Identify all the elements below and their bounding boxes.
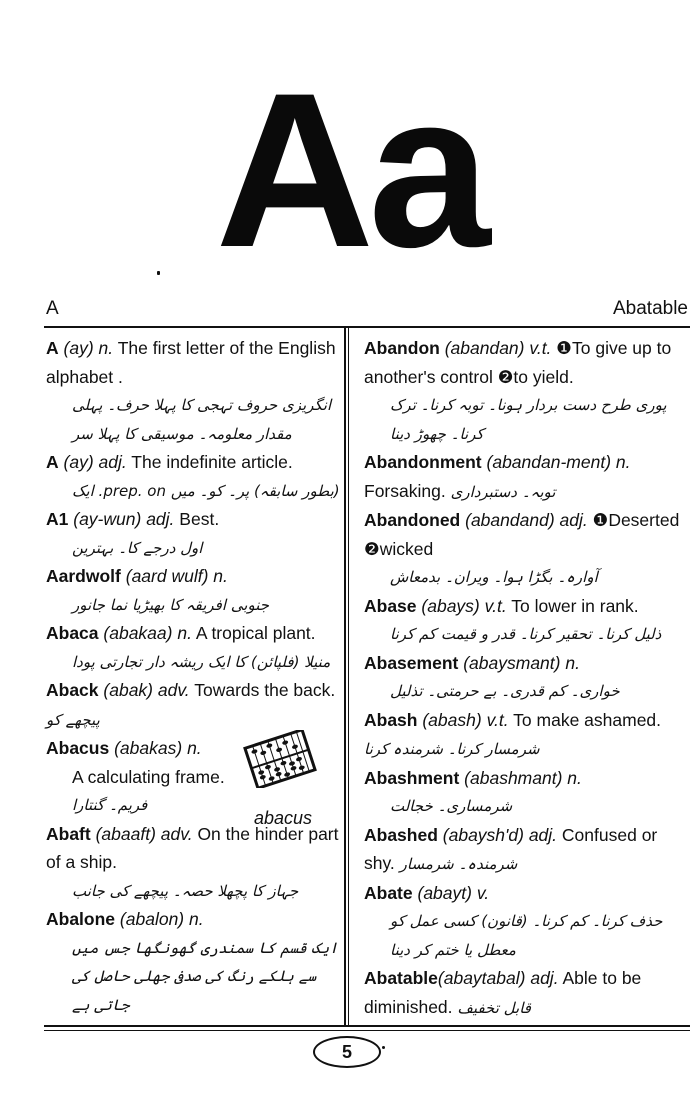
pronunciation: (abalon): [119, 909, 185, 929]
dictionary-entry: [364, 448, 690, 506]
part-of-speech: v.t.: [486, 709, 509, 730]
urdu-meaning: خواری۔ کم قدری۔ بے حرمتی۔ تذلیل: [390, 682, 620, 700]
part-of-speech: v.t.: [484, 595, 507, 616]
headword: Abandon: [364, 338, 440, 358]
urdu-meaning: پیچھے کو: [46, 710, 100, 729]
part-of-speech: adj.: [98, 452, 127, 472]
dictionary-entry: [46, 334, 340, 448]
part-of-speech: n.: [98, 338, 114, 358]
headword: Aback: [46, 680, 99, 700]
definition: To lower in rank.: [511, 595, 639, 616]
section-letters: Aa: [215, 47, 485, 293]
urdu-meaning: اول درجے کا۔ بہترین: [72, 538, 203, 557]
urdu-meaning: منیلا (فلپائن) کا ایک ریشہ دار تجارتی پودا: [72, 652, 331, 671]
part-of-speech: adv.: [160, 823, 193, 844]
definition: A calculating frame.: [72, 766, 225, 787]
pronunciation: (abashmant): [464, 767, 563, 788]
dictionary-entry: [46, 905, 340, 1019]
urdu-meaning: (بطور سابقہ) پر۔ کو۔ میں prep. on. ایک: [72, 481, 340, 500]
column-divider: [348, 328, 349, 1025]
definition: The first letter of the English alphabet .: [46, 338, 336, 387]
headword: Abacus: [46, 738, 110, 758]
part-of-speech: n.: [615, 452, 631, 472]
headword: Aardwolf: [46, 566, 121, 586]
urdu-meaning: حذف کرنا۔ کم کرنا۔ (قانون) کسی عمل کو معطل یا ختم کر دینا: [390, 912, 663, 959]
definition: A tropical plant.: [195, 623, 316, 643]
footer-rule: [44, 1030, 690, 1031]
guide-word-left: A: [46, 298, 59, 319]
pronunciation: (abandand): [465, 510, 555, 530]
page-number: 5: [313, 1036, 381, 1068]
dictionary-entry: [46, 505, 340, 562]
guide-word-right: Abatable: [612, 298, 688, 319]
pronunciation: (abays): [421, 595, 480, 616]
pronunciation: (abayt): [417, 882, 472, 903]
left-column: [46, 334, 340, 1019]
urdu-meaning: انگریزی حروف تہجی کا پہلا حرف۔ پہلی مقدار معلومہ۔ موسیقی کا پہلا سر: [72, 396, 332, 443]
right-column: [364, 334, 690, 1022]
dictionary-entry: [364, 592, 690, 649]
dictionary-entry: [46, 734, 340, 828]
dictionary-entry: [46, 562, 340, 619]
urdu-meaning: فریم۔ گنتارا: [72, 796, 148, 814]
headword: Abase: [364, 595, 417, 616]
dictionary-entry: [364, 506, 690, 592]
pronunciation: (ay-wun): [73, 509, 142, 529]
dictionary-entry: [46, 448, 340, 505]
part-of-speech: adj.: [146, 509, 175, 529]
dictionary-entry: [364, 334, 690, 448]
header-rule: [44, 326, 690, 328]
headword: Abandonment: [364, 452, 482, 472]
headword: Abaca: [46, 623, 99, 643]
headword: A: [46, 338, 59, 358]
part-of-speech: v.: [476, 882, 490, 903]
print-speck: [382, 1046, 385, 1049]
headword: A1: [46, 509, 69, 529]
part-of-speech: adj.: [559, 510, 588, 530]
urdu-meaning: شرمساری۔ خجالت: [390, 797, 513, 815]
headword: Abandoned: [364, 510, 461, 530]
part-of-speech: n.: [565, 652, 580, 673]
urdu-meaning: آوارہ۔ بگڑا ہوا۔ ویران۔ بدمعاش: [390, 568, 598, 586]
pronunciation: (abakaa): [103, 623, 173, 643]
urdu-meaning: قابل تخفیف: [457, 998, 531, 1017]
urdu-meaning: جنوبی افریقہ کا بھیڑیا نما جانور: [72, 595, 270, 614]
dictionary-entry: [364, 706, 690, 764]
definition: Forsaking.: [364, 480, 446, 501]
definition: On the hinder part of a ship.: [46, 823, 339, 872]
part-of-speech: n.: [177, 623, 192, 643]
part-of-speech: n.: [187, 738, 202, 758]
pronunciation: (abak): [103, 680, 154, 700]
column-divider: [344, 328, 346, 1025]
headword: Abate: [364, 882, 413, 903]
part-of-speech: adv.: [157, 680, 190, 700]
part-of-speech: n.: [213, 566, 228, 586]
definition: Able to be diminished.: [364, 968, 642, 1017]
part-of-speech: adj.: [528, 824, 558, 845]
headword: A: [46, 452, 59, 472]
footer-rule: [44, 1025, 690, 1027]
part-of-speech: v.t.: [529, 338, 552, 358]
headword: Abasement: [364, 652, 459, 673]
dictionary-entry: [364, 964, 690, 1022]
headword: Abashment: [364, 767, 460, 788]
definition: To make ashamed.: [513, 709, 662, 730]
urdu-meaning: جہاز کا پچھلا حصہ۔ پیچھے کی جانب: [72, 881, 299, 900]
definition: The indefinite article.: [131, 452, 293, 472]
pronunciation: (aard wulf): [125, 566, 209, 586]
pronunciation: (ay): [63, 338, 94, 358]
pronunciation: (abakas): [114, 738, 183, 758]
definition: Best.: [179, 509, 220, 529]
dictionary-entry: [364, 879, 690, 965]
part-of-speech: n.: [189, 909, 204, 929]
definition: ❶Deserted ❷wicked: [364, 510, 680, 559]
headword: Abash: [364, 709, 418, 730]
pronunciation: (abaysmant): [463, 652, 561, 673]
headword: Abashed: [364, 824, 438, 845]
dictionary-entry: [46, 619, 340, 676]
part-of-speech: adj.: [530, 968, 559, 988]
urdu-meaning: توبہ۔ دستبرداری: [450, 482, 556, 501]
pronunciation: (abandan): [444, 338, 525, 358]
urdu-meaning: شرمندہ۔ شرمسار: [399, 855, 518, 873]
headword: Abatable: [364, 968, 438, 988]
pronunciation: (abandan-ment): [486, 452, 612, 472]
definition: Confused or shy.: [364, 824, 658, 873]
headword: Abaft: [46, 823, 91, 844]
pronunciation: (abaytabal): [437, 968, 526, 988]
dictionary-entry: [364, 649, 690, 706]
part-of-speech: n.: [567, 767, 582, 788]
definition: ❶To give up to another's control ❷to yield.: [364, 338, 672, 387]
pronunciation: (abash): [422, 709, 482, 730]
urdu-meaning: ایک قسم کا سمندری گھونگھا جس میں سے ہلکے رنگ کی صدفی جھلی حاصل کی جاتی ہے: [72, 938, 338, 1014]
abacus-caption: abacus: [254, 808, 313, 828]
dictionary-entry: [364, 764, 690, 821]
urdu-meaning: شرمسار کرنا۔ شرمندہ کرنا: [364, 740, 540, 758]
urdu-meaning: پوری طرح دست بردار ہونا۔ توبہ کرنا۔ ترک کرنا۔ چھوڑ دینا: [390, 396, 667, 443]
dictionary-entry: [364, 821, 690, 879]
dictionary-entry: [46, 676, 340, 734]
pronunciation: (abaaft): [95, 823, 156, 844]
urdu-meaning: ذلیل کرنا۔ تحقیر کرنا۔ قدر و قیمت کم کرنا: [390, 625, 662, 643]
pronunciation: (abaysh'd): [442, 824, 524, 845]
print-speck: [157, 271, 160, 275]
pronunciation: (ay): [63, 452, 94, 472]
definition: Towards the back.: [194, 680, 336, 700]
headword: Abalone: [46, 909, 116, 929]
abacus-illustration: [242, 730, 318, 788]
